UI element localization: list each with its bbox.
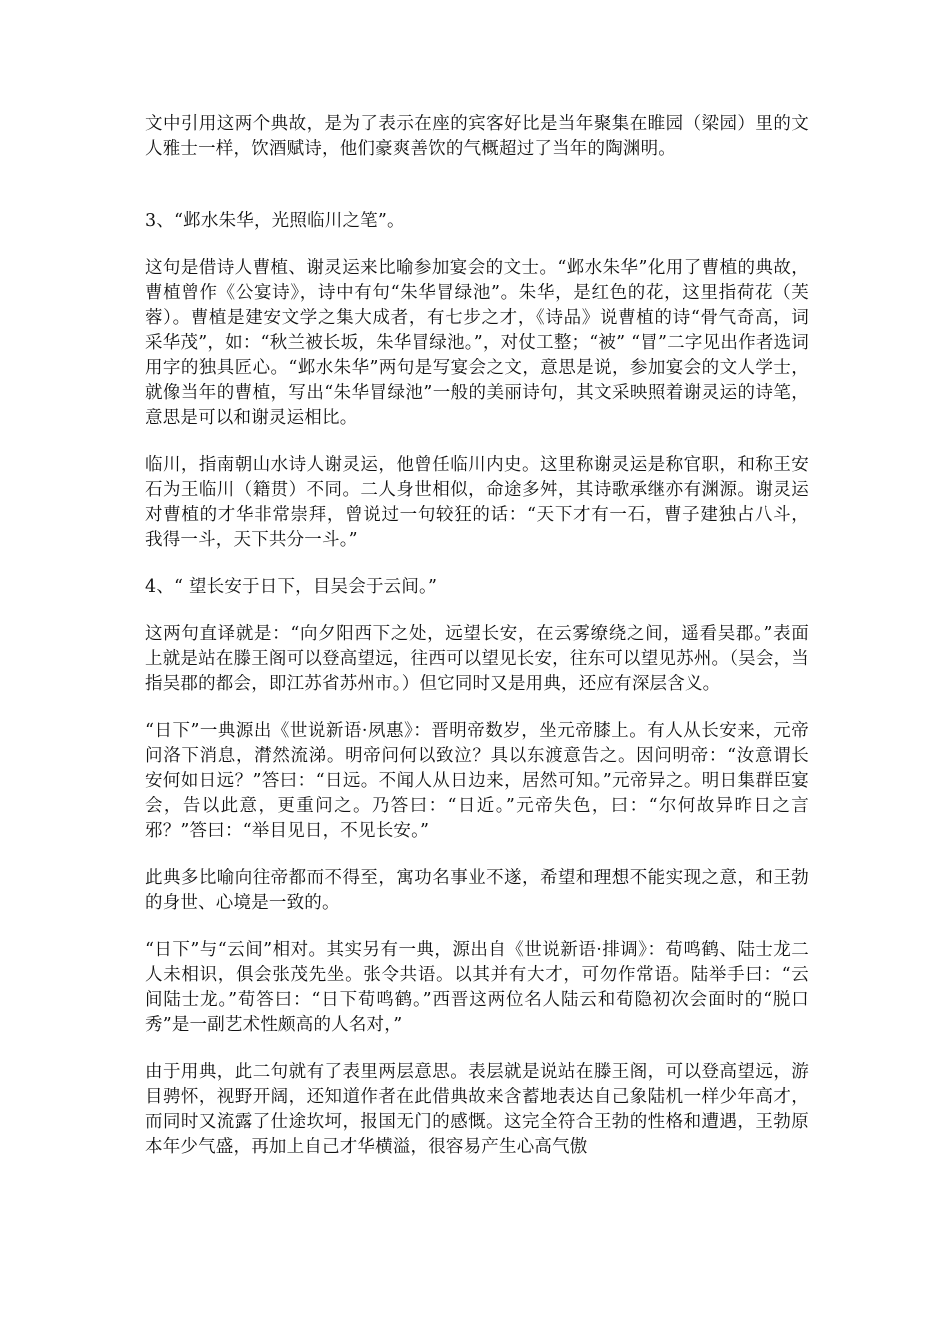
- paragraph-cao-zhi: 这句是借诗人曹植、谢灵运来比喻参加宴会的文士。“邺水朱华”化用了曹植的典故，曹植曾作《公宴诗》，诗中有句“朱华冒绿池”。朱华，是红色的花，这里指荷花（芙蓉）。曹植是建安文学之集大成者，有七步之才，《诗品》说曹植的诗“骨气奇高，词采华茂”，如：“秋兰被长坂，朱华冒绿池。”，对仗工整；“被” “冒”二字见出作者选词用字的独具匠心。“邺水朱华”两句是写宴会之文，意思是说，参加宴会的文人学士，就像当年的曹植，写出“朱华冒绿池”一般的美丽诗句，其文采映照着谢灵运的诗笔，意思是可以和谢灵运相比。: [145, 258, 809, 428]
- paragraph-translation: 这两句直译就是：“向夕阳西下之处，远望长安，在云雾缭绕之间，遥看吴郡。”表面上就是站在滕王阁可以登高望远，往西可以望见长安，往东可以望见苏州。（吴会，当指吴郡的都会，即江苏省苏州市。）但它同时又是用典，还应有深层含义。: [145, 624, 809, 694]
- paragraph-rixia-allusion: “日下”一典源出《世说新语·夙惠》：晋明帝数岁，坐元帝膝上。有人从长安来，元帝问洛下消息，潸然流涕。明帝问何以致泣？具以东渡意告之。因问明帝：“汝意谓长安何如日远？”答曰：“日远。不闻人从日边来，居然可知。”元帝异之。明日集群臣宴会，告以此意，更重问之。乃答曰：“日近。”元帝失色，曰：“尔何故异昨日之言邪？”答曰：“举目见日，不见长安。”: [145, 721, 809, 841]
- section-heading-3: 3、“邺水朱华，光照临川之笔”。: [145, 211, 405, 231]
- section-heading-4: 4、“ 望长安于日下，目吴会于云间。”: [145, 577, 438, 597]
- paragraph-allusion-meaning: 此典多比喻向往帝都而不得至，寓功名事业不遂，希望和理想不能实现之意，和王勃的身世、心境是一致的。: [145, 868, 809, 913]
- paragraph-two-layers: 由于用典，此二句就有了表里两层意思。表层就是说站在滕王阁，可以登高望远，游目骋怀，视野开阔，还知道作者在此借典故来含蓄地表达自己象陆机一样少年高才，而同时又流露了仕途坎坷，报国无门的感慨。这完全符合王勃的性格和遭遇，王勃原本年少气盛，再加上自己才华横溢，很容易产生心高气傲: [145, 1062, 809, 1157]
- paragraph-feast-guests: 文中引用这两个典故，是为了表示在座的宾客好比是当年聚集在睢园（梁园）里的文人雅士一样，饮酒赋诗，他们豪爽善饮的气概超过了当年的陶渊明。: [145, 114, 809, 159]
- paragraph-yunjian-allusion: “日下”与“云间”相对。其实另有一典，源出自《世说新语·排调》：荀鸣鹤、陆士龙二人未相识，俱会张茂先坐。张令共语。以其并有大才，可勿作常语。陆举手曰：“云间陆士龙。”荀答曰：“日下荀鸣鹤。”西晋这两位名人陆云和荀隐初次会面时的“脱口秀”是一副艺术性颇高的人名对，”: [145, 940, 809, 1035]
- document-page: [145, 112, 809, 1160]
- paragraph-linchuan: 临川，指南朝山水诗人谢灵运，他曾任临川内史。这里称谢灵运是称官职，和称王安石为王临川（籍贯）不同。二人身世相似，命途多舛，其诗歌承继亦有渊源。谢灵运对曹植的才华非常崇拜，曾说过一句较狂的话：“天下才有一石，曹子建独占八斗，我得一斗，天下共分一斗。”: [145, 455, 809, 550]
